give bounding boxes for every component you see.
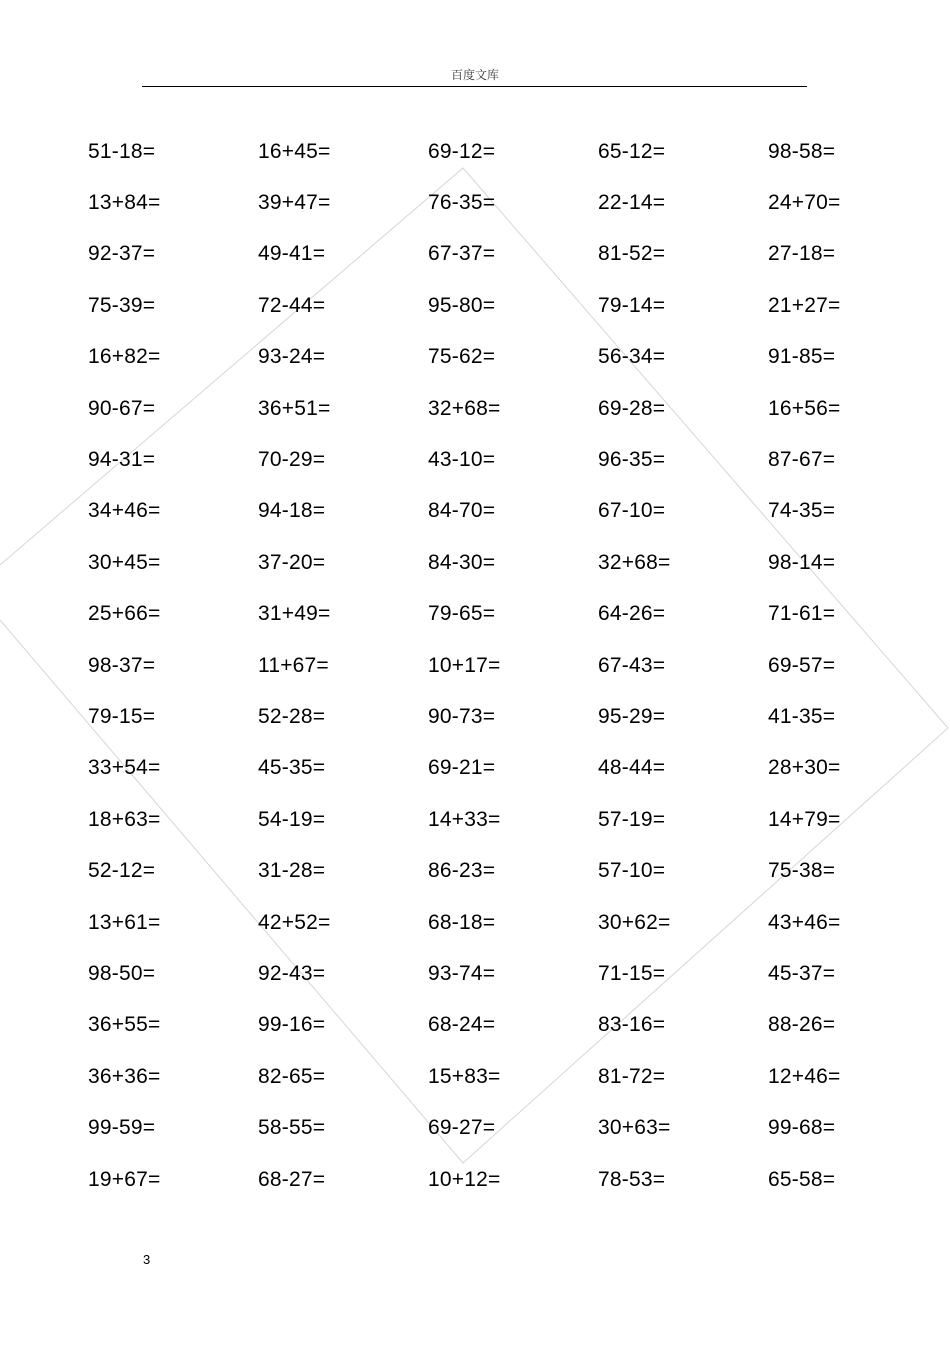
arithmetic-problem: 21+27= bbox=[768, 293, 841, 317]
arithmetic-problem: 94-31= bbox=[88, 448, 156, 472]
arithmetic-problem: 68-24= bbox=[428, 1013, 496, 1037]
problem-row bbox=[88, 1102, 938, 1153]
arithmetic-problem: 25+66= bbox=[88, 602, 161, 626]
arithmetic-problem: 93-74= bbox=[428, 961, 496, 985]
arithmetic-problem: 22-14= bbox=[598, 191, 666, 215]
arithmetic-problem: 54-19= bbox=[258, 807, 326, 831]
arithmetic-problem: 19+67= bbox=[88, 1167, 161, 1191]
arithmetic-problem: 42+52= bbox=[258, 910, 331, 934]
arithmetic-problem: 11+67= bbox=[258, 653, 329, 677]
arithmetic-problem: 31+49= bbox=[258, 602, 331, 626]
arithmetic-problem: 86-23= bbox=[428, 859, 496, 883]
arithmetic-problem: 79-15= bbox=[88, 704, 156, 728]
arithmetic-problem: 69-57= bbox=[768, 653, 836, 677]
arithmetic-problem: 75-62= bbox=[428, 345, 496, 369]
arithmetic-problem: 98-14= bbox=[768, 550, 836, 574]
arithmetic-problem: 32+68= bbox=[598, 550, 671, 574]
arithmetic-problem: 99-59= bbox=[88, 1116, 156, 1140]
arithmetic-problem: 79-14= bbox=[598, 293, 666, 317]
problem-row bbox=[88, 537, 938, 588]
arithmetic-problem: 65-58= bbox=[768, 1167, 836, 1191]
arithmetic-problem: 52-28= bbox=[258, 704, 326, 728]
arithmetic-problem: 57-19= bbox=[598, 807, 666, 831]
problem-row bbox=[88, 280, 938, 331]
arithmetic-problem: 81-52= bbox=[598, 242, 666, 266]
arithmetic-problem: 84-30= bbox=[428, 550, 496, 574]
arithmetic-problem: 64-26= bbox=[598, 602, 666, 626]
arithmetic-problem: 16+82= bbox=[88, 345, 161, 369]
arithmetic-problem: 56-34= bbox=[598, 345, 666, 369]
arithmetic-problem: 69-27= bbox=[428, 1116, 496, 1140]
arithmetic-problem: 67-10= bbox=[598, 499, 666, 523]
problem-row bbox=[88, 948, 938, 999]
arithmetic-problem: 94-18= bbox=[258, 499, 326, 523]
arithmetic-problem: 67-43= bbox=[598, 653, 666, 677]
arithmetic-problem: 27-18= bbox=[768, 242, 836, 266]
arithmetic-problem: 95-80= bbox=[428, 293, 496, 317]
arithmetic-problem: 49-41= bbox=[258, 242, 326, 266]
problem-row bbox=[88, 640, 938, 691]
arithmetic-problem: 93-24= bbox=[258, 345, 326, 369]
arithmetic-problem: 43+46= bbox=[768, 910, 841, 934]
arithmetic-problem: 84-70= bbox=[428, 499, 496, 523]
problem-row bbox=[88, 332, 938, 383]
arithmetic-problem: 43-10= bbox=[428, 448, 496, 472]
problem-row bbox=[88, 897, 938, 948]
problem-row bbox=[88, 434, 938, 485]
arithmetic-problem: 13+84= bbox=[88, 191, 161, 215]
arithmetic-problem: 36+36= bbox=[88, 1064, 161, 1088]
arithmetic-problem: 87-67= bbox=[768, 448, 836, 472]
arithmetic-problem: 37-20= bbox=[258, 550, 326, 574]
problem-row bbox=[88, 177, 938, 228]
problem-row bbox=[88, 1154, 938, 1205]
arithmetic-problem: 30+62= bbox=[598, 910, 671, 934]
arithmetic-problem: 98-50= bbox=[88, 961, 156, 985]
arithmetic-problem: 36+51= bbox=[258, 396, 331, 420]
arithmetic-problem: 83-16= bbox=[598, 1013, 666, 1037]
arithmetic-problem: 71-61= bbox=[768, 602, 836, 626]
arithmetic-problem: 33+54= bbox=[88, 756, 161, 780]
problem-row bbox=[88, 383, 938, 434]
arithmetic-problem: 34+46= bbox=[88, 499, 161, 523]
arithmetic-problem: 91-85= bbox=[768, 345, 836, 369]
arithmetic-problem: 52-12= bbox=[88, 859, 156, 883]
arithmetic-problem: 68-27= bbox=[258, 1167, 326, 1191]
arithmetic-problem: 68-18= bbox=[428, 910, 496, 934]
problem-row bbox=[88, 486, 938, 537]
arithmetic-problem: 57-10= bbox=[598, 859, 666, 883]
problem-row bbox=[88, 794, 938, 845]
arithmetic-problem: 79-65= bbox=[428, 602, 496, 626]
arithmetic-problem: 88-26= bbox=[768, 1013, 836, 1037]
page-number: 3 bbox=[143, 1252, 151, 1267]
arithmetic-problem: 39+47= bbox=[258, 191, 331, 215]
arithmetic-problem: 45-35= bbox=[258, 756, 326, 780]
arithmetic-problem: 81-72= bbox=[598, 1064, 666, 1088]
arithmetic-problem: 75-39= bbox=[88, 293, 156, 317]
arithmetic-problem: 92-43= bbox=[258, 961, 326, 985]
arithmetic-problem: 75-38= bbox=[768, 859, 836, 883]
problem-row bbox=[88, 126, 938, 177]
arithmetic-problem: 14+33= bbox=[428, 807, 501, 831]
arithmetic-problem: 98-58= bbox=[768, 139, 836, 163]
problem-row bbox=[88, 743, 938, 794]
arithmetic-problem: 28+30= bbox=[768, 756, 841, 780]
problem-row bbox=[88, 589, 938, 640]
arithmetic-problem: 15+83= bbox=[428, 1064, 501, 1088]
problem-row bbox=[88, 691, 938, 742]
arithmetic-problem: 98-37= bbox=[88, 653, 156, 677]
arithmetic-problem: 67-37= bbox=[428, 242, 496, 266]
arithmetic-problem: 69-12= bbox=[428, 139, 496, 163]
arithmetic-problem: 78-53= bbox=[598, 1167, 666, 1191]
arithmetic-problem: 99-68= bbox=[768, 1116, 836, 1140]
arithmetic-problem: 71-15= bbox=[598, 961, 666, 985]
arithmetic-problem: 24+70= bbox=[768, 191, 841, 215]
arithmetic-problem: 99-16= bbox=[258, 1013, 326, 1037]
arithmetic-problem: 36+55= bbox=[88, 1013, 161, 1037]
arithmetic-problem: 13+61= bbox=[88, 910, 161, 934]
arithmetic-problem: 41-35= bbox=[768, 704, 836, 728]
arithmetic-problem: 96-35= bbox=[598, 448, 666, 472]
problem-row bbox=[88, 229, 938, 280]
arithmetic-problem: 48-44= bbox=[598, 756, 666, 780]
problem-row bbox=[88, 1000, 938, 1051]
arithmetic-problem: 69-21= bbox=[428, 756, 496, 780]
arithmetic-problem: 45-37= bbox=[768, 961, 836, 985]
arithmetic-problem: 30+63= bbox=[598, 1116, 671, 1140]
arithmetic-problem: 16+45= bbox=[258, 139, 331, 163]
arithmetic-problem: 72-44= bbox=[258, 293, 326, 317]
arithmetic-problem: 70-29= bbox=[258, 448, 326, 472]
arithmetic-problem: 12+46= bbox=[768, 1064, 841, 1088]
arithmetic-problem: 51-18= bbox=[88, 139, 156, 163]
arithmetic-problem: 10+12= bbox=[428, 1167, 501, 1191]
arithmetic-problem: 90-73= bbox=[428, 704, 496, 728]
arithmetic-problem: 69-28= bbox=[598, 396, 666, 420]
arithmetic-problem: 76-35= bbox=[428, 191, 496, 215]
problem-row bbox=[88, 1051, 938, 1102]
arithmetic-problem: 10+17= bbox=[428, 653, 501, 677]
arithmetic-problem: 82-65= bbox=[258, 1064, 326, 1088]
arithmetic-problem: 95-29= bbox=[598, 704, 666, 728]
arithmetic-problem: 90-67= bbox=[88, 396, 156, 420]
header-rule bbox=[142, 86, 807, 87]
arithmetic-problem: 92-37= bbox=[88, 242, 156, 266]
arithmetic-problem: 31-28= bbox=[258, 859, 326, 883]
arithmetic-problem: 14+79= bbox=[768, 807, 841, 831]
arithmetic-problem: 16+56= bbox=[768, 396, 841, 420]
arithmetic-problem: 58-55= bbox=[258, 1116, 326, 1140]
arithmetic-problem: 30+45= bbox=[88, 550, 161, 574]
problem-row bbox=[88, 845, 938, 896]
arithmetic-problem: 74-35= bbox=[768, 499, 836, 523]
page-header-title: 百度文库 bbox=[450, 68, 499, 82]
arithmetic-problem: 32+68= bbox=[428, 396, 501, 420]
arithmetic-problem: 65-12= bbox=[598, 139, 666, 163]
problem-grid bbox=[88, 126, 938, 1205]
arithmetic-problem: 18+63= bbox=[88, 807, 161, 831]
